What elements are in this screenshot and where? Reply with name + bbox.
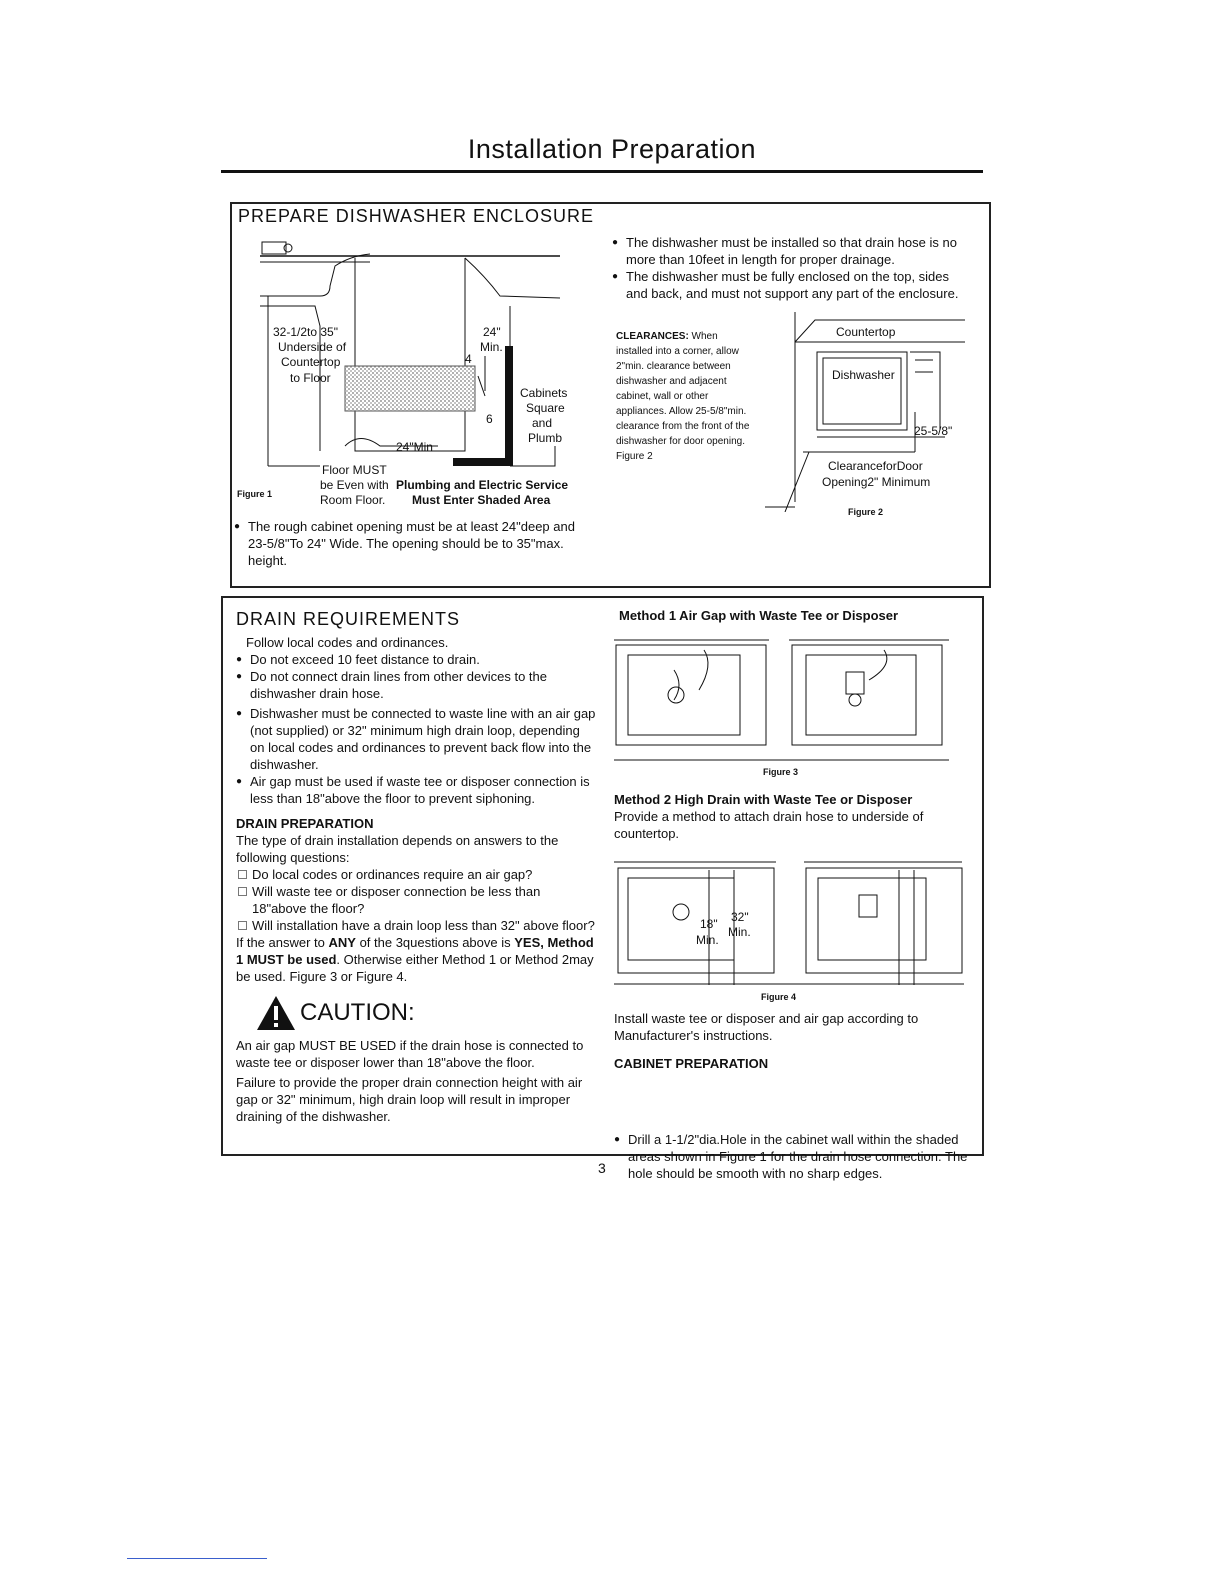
drain-bullet: ● Air gap must be used if waste tee or disposer connection is less than 18"above the floor to prevent siphoning. [236,773,596,807]
fig4-h32-label: 32" [731,910,749,924]
fig1-cabinets-label: Cabinets [520,386,568,400]
drain-heading: DRAIN REQUIREMENTS [236,609,461,629]
figure3-diagram [614,630,949,762]
clearances-text [616,329,756,464]
enclosure-bullets [612,234,964,302]
warning-icon [256,995,296,1031]
drain-left-column [236,634,596,1125]
drain-bullet: ● Dishwasher must be connected to waste line with an air gap (not supplied) or 32" minimum high drain loop, depending on local codes and ordinances to prevent back flow into the dishwasher. [236,705,596,773]
drain-question: Will waste tee or disposer connection be less than 18"above the floor? [236,883,596,917]
answer-yes: YES, [514,935,544,950]
drain-intro: Follow local codes and ordinances. [246,635,449,650]
fig2-countertop-label: Countertop [836,325,896,339]
page-title: Installation Preparation [467,134,757,164]
enclosure-heading: PREPARE DISHWASHER ENCLOSURE [238,206,595,226]
caution-block [256,995,596,1031]
fig1-tofloor-label: to Floor [290,371,331,385]
enclosure-bullet: ● The dishwasher must be fully enclosed on the top, sides and back, and must not support any part of the enclosure. [612,268,964,302]
fig2-clearance1-label: ClearanceforDoor [828,459,923,473]
cabinet-text: ● Drill a 1-1/2"dia.Hole in the cabinet wall within the shaded areas shown in Figure 1 for the drain hose connection. The hole should be smooth with no sharp edges. [614,1131,968,1182]
fig1-be-even-label: be Even with [320,478,389,492]
fig1-depth-label: 24" [483,325,501,339]
figure3-caption: Figure 3 [763,767,799,777]
title-rule [221,170,983,173]
fig1-height-label: 32-1/2to 35" [273,325,338,339]
fig1-six-label: 6 [486,412,493,426]
fig2-clearance2-label: Opening2" Minimum [822,475,931,489]
drain-question: Do local codes or ordinances require an air gap? [236,866,596,883]
fig1-square-label: Square [526,401,565,415]
fig1-min-label: Min. [480,340,503,354]
fig1-and-label: and [532,416,553,430]
figure4-caption: Figure 4 [761,992,797,1002]
fig1-countertop-label: Countertop [281,355,341,369]
drain-prep-heading: DRAIN PREPARATION [236,816,374,831]
drain-bullets [236,651,596,807]
fig4-min-label: Min. [696,933,719,947]
answer-part-c: . Otherwise either Method 1 or Method 2may be used. Figure 3 or Figure 4. [236,952,594,984]
caution-text-1: An air gap MUST BE USED if the drain hose is connected to waste tee or disposer lower than 18"above the floor. [236,1038,584,1070]
drain-answer [236,934,596,985]
fig4-min2-label: Min. [728,925,751,939]
install-text: Install waste tee or disposer and air gap according to Manufacturer's instructions. [614,1011,919,1043]
answer-part-b: of the 3questions above is [355,935,515,950]
fig1-floor-must-label: Floor MUST [322,463,387,477]
page-number: 3 [598,1160,606,1176]
fig1-must-enter-label: Must Enter Shaded Area [412,493,551,507]
caution-title: CAUTION: [300,999,415,1026]
method2-text: Provide a method to attach drain hose to underside of countertop. [614,809,924,841]
method2-heading: Method 2 High Drain with Waste Tee or Disposer [614,792,913,807]
fig2-dim-label: 25-5/8" [914,424,953,438]
rough-opening-text: ● The rough cabinet opening must be at least 24"deep and 23-5/8"To 24" Wide. The opening should be to 35"max. height. [234,518,588,569]
drain-question: Will installation have a drain loop less than 32" above floor? [236,917,596,934]
drain-prep-intro: The type of drain installation depends on answers to the following questions: [236,833,559,865]
clearances-body: When installed into a corner, allow 2"min. clearance between dishwasher and adjacent cabinet, wall or other appliances. Allow 25-5/8"min. clearance from the front of the dishwasher for door opening. Figure 2 [616,331,750,462]
enclosure-bullet: ● The dishwasher must be installed so that drain hose is no more than 10feet in length for proper drainage. [612,234,964,268]
footer-rule [127,1558,267,1559]
fig1-plumb-label: Plumb [528,431,563,445]
fig1-plumbing-label: Plumbing and Electric Service [396,478,569,492]
drain-bullet: ● Do not exceed 10 feet distance to drain. [236,651,596,668]
figure4-diagram [614,850,964,990]
fig1-width-label: 24"Min [396,440,433,454]
method1-heading: Method 1 Air Gap with Waste Tee or Disposer [619,608,899,623]
clearances-label: CLEARANCES: [616,331,689,342]
figure2-caption: Figure 2 [848,507,884,517]
fig1-underside-label: Underside of [278,340,347,354]
answer-part-a: If the answer to [236,935,329,950]
fig1-four-label: 4 [465,352,472,366]
figure1-caption: Figure 1 [237,489,273,499]
answer-method: Method 1 MUST be used [236,935,594,967]
drain-questions [236,866,596,934]
fig4-h18-label: 18" [700,917,718,931]
fig1-room-floor-label: Room Floor. [320,493,386,507]
cabinet-heading: CABINET PREPARATION [614,1056,769,1071]
caution-text-2: Failure to provide the proper drain connection height with air gap or 32" minimum, high drain loop will result in improper draining of the dishwasher. [236,1075,583,1124]
fig2-dishwasher-label: Dishwasher [832,368,895,382]
drain-bullet: ● Do not connect drain lines from other devices to the dishwasher drain hose. [236,668,596,702]
answer-any: ANY [328,935,356,950]
